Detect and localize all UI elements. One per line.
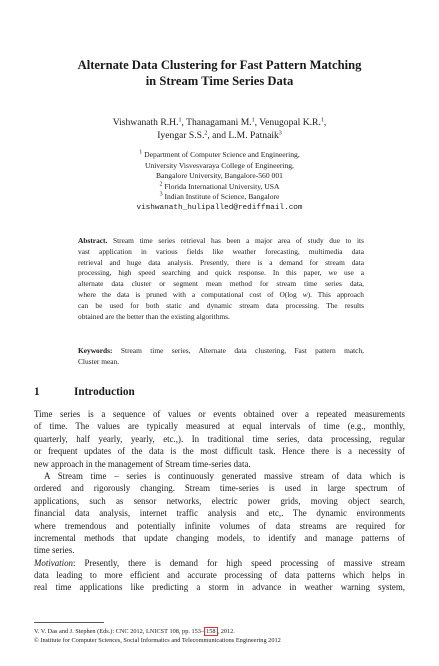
abstract-line: vast application in various fields like weather forecasting, multimedia data [78, 246, 364, 256]
affiliation-line [40, 150, 399, 161]
body-text [34, 408, 405, 594]
citation-text: , 2012. [217, 628, 235, 635]
motivation-label: Motivation [34, 557, 73, 568]
body-line: incremental methods that update changing models, to identify and manage patterns of [34, 532, 405, 543]
body-line: quarterly, half yearly, yearly, etc.,). In traditional time series, data processing, regular [34, 433, 405, 444]
abstract-label: Abstract. [78, 236, 108, 245]
author-line-1 [40, 116, 399, 129]
paper-title [40, 57, 399, 89]
author-affiliation-mark: 3 [278, 130, 282, 137]
abstract-text: ). This approach [307, 289, 364, 299]
abstract-line: obtained are the better than the existing algorithms. [78, 311, 230, 321]
affiliation-text: Florida International University, USA [162, 181, 280, 191]
author-name: Iyengar S.S. [157, 130, 205, 141]
body-line: ordered and rigorously changing. Stream time-series is used in large spectrum of [34, 483, 405, 494]
body-line: where tremendous and potentially infinite volumes of data streams are required for [34, 520, 405, 531]
affiliation-text: Indian Institute of Science, Bangalore [162, 192, 280, 202]
author-name: Vishwanath R.H. [112, 117, 179, 128]
author-affiliation-mark: 2 [204, 130, 208, 137]
keywords-line: Cluster mean. [78, 356, 120, 366]
body-line: applications, such as sensor networks, electric power grids, moving object search, [34, 495, 405, 506]
body-line: real time applications like predicting a storm in advance in weather warning system, [34, 582, 405, 593]
author-list [40, 116, 399, 142]
math-variable: w [302, 289, 308, 299]
author-separator: , [323, 117, 327, 128]
affiliation-text: University Visvesvaraya College of Engineering, [145, 160, 294, 170]
affiliation-text: Bangalore University, Bangalore-560 001 [156, 171, 283, 181]
section-number: 1 [34, 386, 40, 398]
keywords [78, 346, 364, 368]
affiliation-line [40, 171, 399, 182]
footnote-rule [34, 622, 104, 623]
abstract-line: can be used for both static and dynamic stream data processing. The results [78, 300, 364, 310]
author-email[interactable]: vishwanath_hulipalled@rediffmail.com [136, 203, 303, 212]
copyright-line: © Institute for Computer Sciences, Social Informatics and Telecommunications Engineering 2012 [34, 637, 281, 644]
page-link[interactable]: 158 [206, 628, 216, 635]
author-affiliation-mark: 1 [178, 117, 182, 124]
affiliation-line [40, 161, 399, 172]
body-line: Time series is a sequence of values or events obtained over a repeated measurements [34, 409, 405, 419]
affiliation-mark: 2 [159, 181, 163, 188]
abstract-line [78, 236, 364, 247]
abstract-line [78, 290, 364, 301]
keywords-line [78, 346, 364, 357]
abstract-text: Stream time series retrieval has been a major area of study due to its [107, 236, 364, 245]
body-line: time series. [34, 545, 75, 556]
body-line: data leading to more efficient and accurate processing of data patterns which helps in [34, 570, 405, 581]
abstract-line: retrieval and huge data analysis. Presently, there is a demand for stream data [78, 257, 364, 267]
affiliation-text: Department of Computer Science and Engineering, [142, 150, 300, 159]
author-name: , and L.M. Patnaik [207, 130, 279, 141]
body-line: A Stream time – series is continuously generated massive stream of data which is [44, 470, 405, 481]
citation-line [34, 627, 281, 636]
affiliation-mark: 3 [159, 191, 163, 198]
body-line: new approach in the management of Stream time-series data. [34, 458, 251, 469]
affiliations [40, 150, 399, 214]
abstract-line: alternate data cluster or segment mean method for stream time series data, [78, 279, 364, 289]
author-line-2 [40, 129, 399, 142]
abstract-text: where the data is pruned with a computational cost of O(log [78, 289, 303, 299]
author-name: , Venugopal K.R. [254, 117, 321, 128]
body-line [34, 557, 405, 569]
body-line: or frequent updates of the data is the most difficult task. Hence there is a necessity of [34, 446, 405, 457]
copyright-footer [34, 627, 281, 645]
body-line: of time. The values are typically measured at equal intervals of time (e.g., monthly, [34, 421, 405, 432]
affiliation-mark: 1 [139, 149, 143, 156]
affiliation-line [40, 192, 399, 203]
citation-text: V. V. Das and J. Stephen (Eds.): CNC 2012, LNICST 108, pp. 153– [34, 628, 205, 635]
body-text-span: : Presently, there is demand for high speed processing of massive stream [72, 557, 405, 568]
title-line-2: in Stream Time Series Data [145, 74, 294, 88]
author-name: , Thanagamani M. [181, 117, 252, 128]
author-affiliation-mark: 1 [251, 117, 255, 124]
section-title: Introduction [74, 386, 135, 398]
affiliation-line [40, 182, 399, 193]
section-heading [34, 386, 135, 398]
author-affiliation-mark: 1 [320, 117, 324, 124]
keywords-label: Keywords: [78, 346, 113, 355]
body-line: financial data analysis, internet traffic analysis and etc,. The dynamic environments [34, 508, 405, 519]
abstract [78, 236, 364, 322]
title-line-1: Alternate Data Clustering for Fast Pattern Matching [77, 58, 362, 72]
keywords-text: Stream time series, Alternate data clustering, Fast pattern match, [112, 346, 364, 355]
abstract-line: processing, high speed searching and quick response. In this paper, we use a [78, 268, 364, 278]
